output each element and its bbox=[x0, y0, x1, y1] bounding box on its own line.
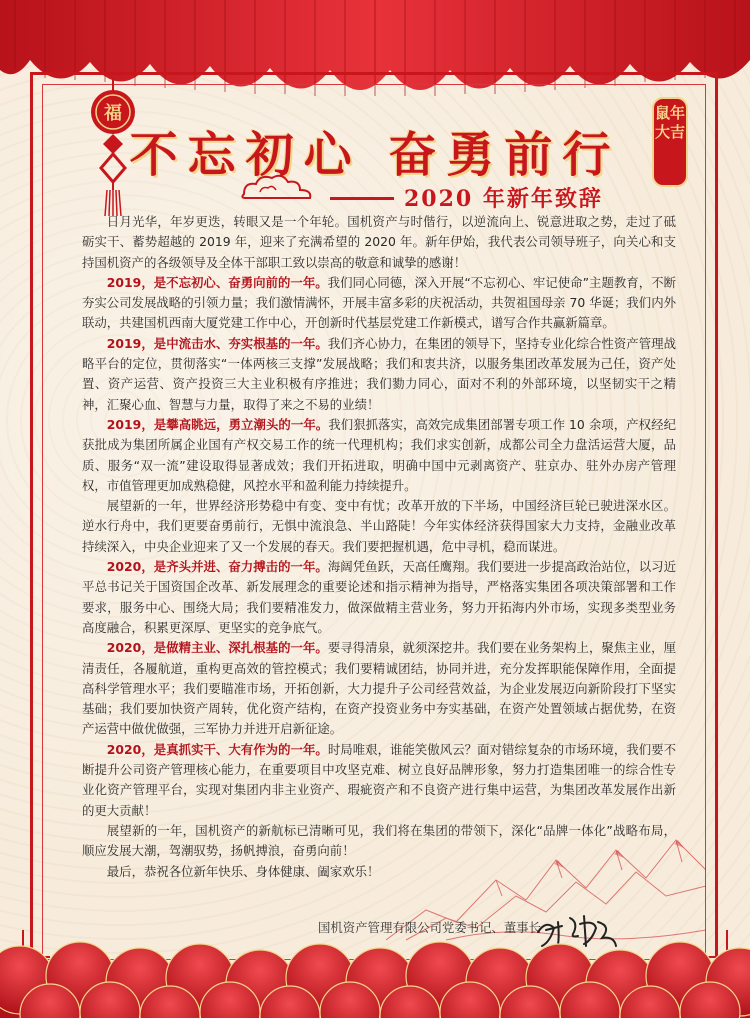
paragraph: 日月光华，年岁更迭，转眼又是一个年轮。国机资产与时偕行，以逆流向上、锐意进取之势，走过了砥砺实干、蓄势超越的 2019 年，迎来了充满希望的 2020 年。新年伊始，我代表公司领导班子，向关心和支持国机资产的各级领导及全体干部职工致以崇高的敬意和诚挚的感谢！ bbox=[82, 214, 676, 270]
paragraph: 最后，恭祝各位新年快乐、身体健康、阖家欢乐！ bbox=[106, 863, 380, 879]
paragraph: 2019，是攀高眺远，勇立潮头的一年。我们狠抓落实，高效完成集团部署专项工作 10 余项，产权经纪获批成为集团所属企业国有产权交易工作的统一代理机构；我们求实创新，成都公司全力盘活运营大厦，品质、服务“双一流”建设取得显著成效；我们开拓进取，明确中国中元剥离资产、驻京办、驻外办房产管理权，市值管理更加成熟稳健，风控水平和盈利能力持续提升。 bbox=[82, 416, 676, 493]
signature-org: 国机资产管理有限公司党委书记、董事长 bbox=[318, 920, 542, 935]
paragraph: 2019，是中流击水、夯实根基的一年。我们齐心协力，在集团的领导下，坚持专业化综合性资产管理战略平台的定位，贯彻落实“一体两核三支撑”发展战略；我们和衷共济，以服务集团改革发展为己任，资产处置、资产运营、资产投资三大主业积极有序推进；我们勠力同心，面对不利的外部环境，以坚韧实干之精神，汇聚心血、智慧与力量，取得了来之不易的业绩！ bbox=[82, 335, 676, 412]
paragraph: 展望新的一年，世界经济形势稳中有变、变中有忧；改革开放的下半场，中国经济巨轮已驶进深水区。逆水行舟中，我们更要奋勇前行，无惧中流浪急、半山路陡！今年实体经济获得国家大力支持，金融业改革持续深入，中央企业迎来了又一个发展的春天。我们要把握机遇，危中寻机，稳而谋进。 bbox=[82, 498, 676, 554]
paragraph: 2020，是真抓实干、大有作为的一年。时局唯艰，谁能笑傲风云？面对错综复杂的市场环境，我们要不断提升公司资产管理核心能力，在重要项目中攻坚克难、树立良好品牌形象，努力打造集团唯一的综合性专业化资产管理平台，实现对集团内非主业资产、瑕疵资产和不良资产进行集中运营，为集团改革发展作出新的更大贡献！ bbox=[82, 741, 676, 818]
year-badge-text: 鼠年大吉 bbox=[654, 104, 685, 141]
paragraph: 展望新的一年，国机资产的新航标已清晰可见，我们将在集团的带领下，深化“品牌一体化”战略布局，顺应发展大潮，驾潮驭势，扬帆搏浪，奋勇向前！ bbox=[82, 822, 676, 859]
cloud-ornament bbox=[238, 170, 318, 204]
paragraph: 2020，是齐头并进、奋力搏击的一年。海阔凭鱼跃，天高任鹰翔。我们要进一步提高政治站位，以习近平总书记关于国资国企改革、新发展理念的重要论述和指示精神为指导，严格落实集团各项决策部署和工作要求，服务中心、围绕大局；我们要精准发力，做深做精主营业务，努力开拓海内外市场，实现多类型业务高度融合，积累更深厚、更坚实的竞争底气。 bbox=[82, 559, 676, 635]
paragraph: 2020，是做精主业、深扎根基的一年。要寻得清泉，就须深挖井。我们要在业务架构上，聚焦主业，厘清责任，各履航道，重构更高效的管控模式；我们要精诚团结，协同并进，充分发挥职能保障作用，全面提高科学管理水平；我们要瞄准市场，开拓创新，大力提升子公司经营效益，为企业发展迈向新阶段打下坚实基础；我们要加快资产周转，优化资产结构，在资产投资业务中夯实基础，在资产处置领域占据优势，在资产运营中做优做强，三军协力并进开启新征途。 bbox=[82, 640, 676, 737]
bottom-cloud-border bbox=[0, 930, 750, 1018]
subtitle-dash bbox=[330, 197, 394, 200]
lantern-char: 福 bbox=[104, 103, 122, 124]
page-subtitle: 2020 年新年致辞 bbox=[404, 186, 603, 212]
paragraph: 2019，是不忘初心、奋勇向前的一年。我们同心同德，深入开展“不忘初心、牢记使命”主题教育，不断夯实公司发展战略的引领力量；我们激情满怀，开展丰富多彩的庆祝活动，共贺祖国母亲 70 华诞；我们内外联动，共建国机西南大厦党建工作中心，开创新时代基层党建工作新模式，谱写合作共赢新篇章。 bbox=[82, 274, 676, 331]
letter-body bbox=[82, 212, 676, 882]
page-title: 不忘初心 奋勇前行 bbox=[129, 127, 621, 183]
